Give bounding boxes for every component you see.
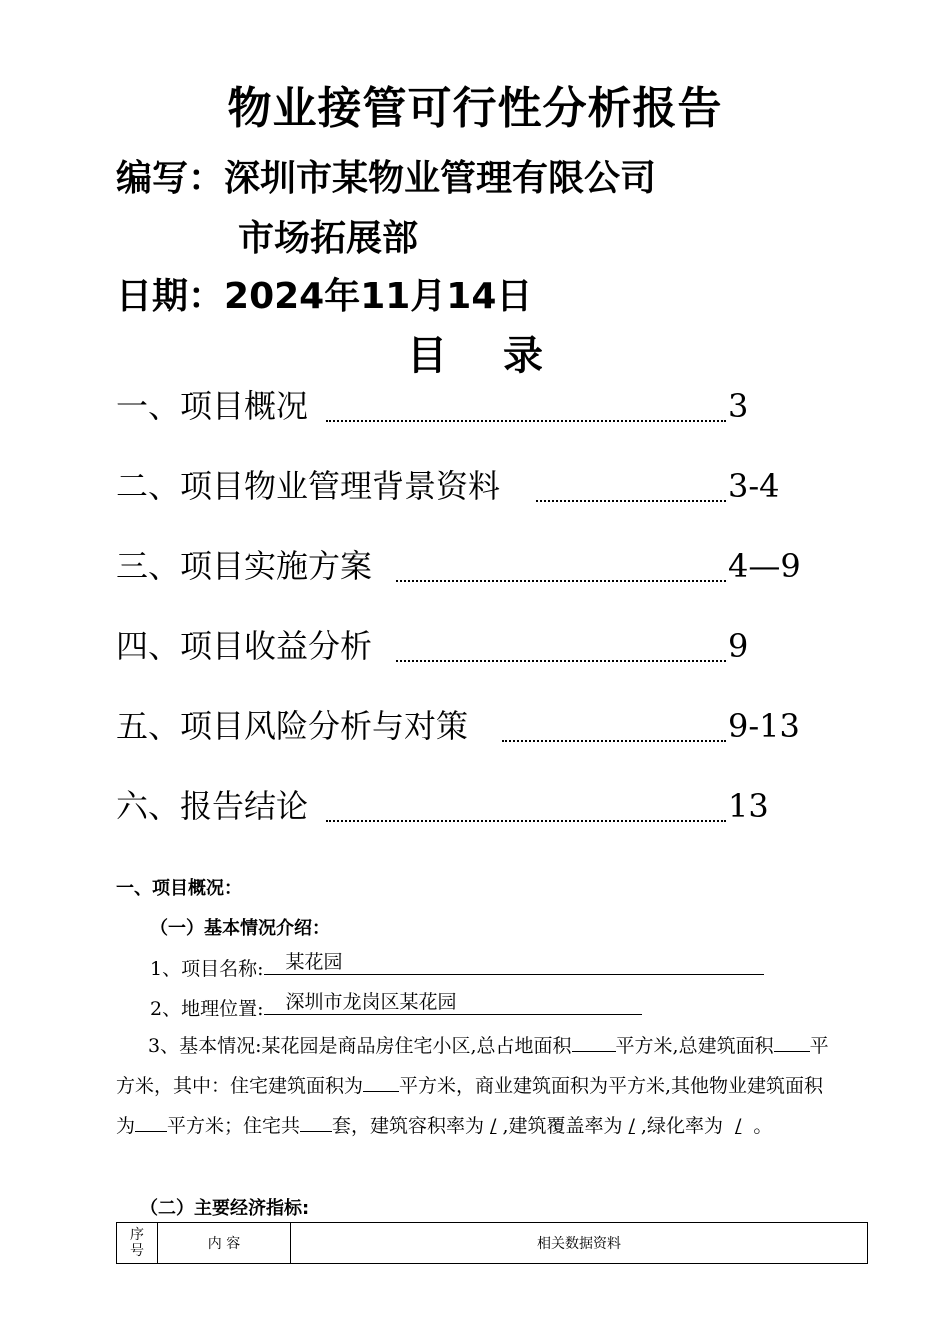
- basic-info-paragraph: [116, 1026, 838, 1146]
- toc-leader: [326, 420, 726, 422]
- toc-heading-left: 目: [407, 333, 447, 379]
- toc-leader: [396, 580, 726, 582]
- location-field: [264, 991, 642, 1015]
- table-header-row: [117, 1223, 868, 1264]
- blank-field: [572, 1031, 616, 1052]
- text-run: 平方米，其中：住宅建筑面积为: [116, 1035, 829, 1097]
- toc-item[interactable]: [116, 464, 836, 508]
- report-title: 物业接管可行性分析报告: [227, 83, 723, 134]
- toc-leader: [326, 820, 726, 822]
- subsection-heading: （一）基本情况介绍：: [150, 918, 330, 939]
- blank-field: [774, 1031, 810, 1052]
- toc-leader: [536, 500, 726, 502]
- table-header-cell: [117, 1223, 158, 1264]
- toc-leader: [502, 740, 726, 742]
- text-run: 平方米；住宅共: [167, 1115, 301, 1137]
- toc-item-label: 三、项目实施方案: [116, 547, 373, 585]
- text-run: 平方米,总建筑面积: [615, 1035, 774, 1057]
- location-line: [150, 991, 642, 1021]
- toc-item[interactable]: [116, 704, 836, 748]
- project-name-line: [150, 951, 764, 981]
- blank-field: [135, 1111, 167, 1132]
- text-run: 平方米，商业建筑面积为平方米,其他物业建筑面积为: [116, 1075, 824, 1137]
- text-run: ,绿化率为: [640, 1115, 723, 1137]
- toc-item-page: 3-4: [728, 467, 780, 505]
- economic-indicators-table: [116, 1222, 868, 1264]
- date-label: 日期：: [116, 276, 225, 317]
- location-value: 深圳市龙岗区某花园: [285, 991, 457, 1013]
- blank-field: [300, 1111, 332, 1132]
- ratio-value: /: [490, 1115, 497, 1137]
- seq-header: 序号: [130, 1227, 144, 1259]
- table-header-cell: 相关数据资料: [291, 1223, 868, 1264]
- toc-item-label: 四、项目收益分析: [116, 627, 373, 665]
- toc-item-page: 9-13: [728, 707, 800, 745]
- text-run: ,建筑覆盖率为: [502, 1115, 623, 1137]
- toc-item[interactable]: [116, 384, 836, 428]
- ratio-value: /: [628, 1115, 635, 1137]
- blank-field: [363, 1071, 399, 1092]
- author-label: 编写：: [116, 158, 225, 199]
- toc-heading-right: 录: [503, 333, 543, 379]
- table-header-cell: 内 容: [158, 1223, 291, 1264]
- toc-item-label: 二、项目物业管理背景资料: [116, 467, 501, 505]
- toc-heading: [0, 324, 950, 381]
- text-run: 3、基本情况:某花园是商品房住宅小区,总占地面积: [148, 1035, 572, 1057]
- location-label: 2、地理位置:: [150, 998, 264, 1020]
- toc-item-label: 一、项目概况: [116, 387, 309, 425]
- project-name-label: 1、项目名称:: [150, 958, 264, 980]
- author-line: [116, 150, 656, 201]
- subsection-heading: （二）主要经济指标:: [140, 1198, 310, 1219]
- toc-item[interactable]: [116, 784, 836, 828]
- toc-item-page: 9: [728, 627, 749, 665]
- project-name-field: [264, 951, 764, 975]
- toc-item-label: 六、报告结论: [116, 787, 309, 825]
- toc-item-page: 13: [728, 787, 769, 825]
- text-run: 。: [753, 1115, 773, 1137]
- date-value: 2024年11月14日: [224, 276, 533, 317]
- toc-item[interactable]: [116, 624, 836, 668]
- ratio-value: /: [734, 1115, 742, 1137]
- toc-leader: [396, 660, 726, 662]
- date-line: [116, 268, 532, 319]
- project-name-value: 某花园: [285, 951, 343, 973]
- section-heading: 一、项目概况：: [116, 878, 242, 899]
- toc-item-page: 4—9: [728, 547, 801, 585]
- toc-item[interactable]: [116, 544, 836, 588]
- author-dept: 市场拓展部: [238, 218, 419, 259]
- text-run: 套，建筑容积率为: [332, 1115, 485, 1137]
- author-company: 深圳市某物业管理有限公司: [224, 158, 657, 199]
- toc-item-label: 五、项目风险分析与对策: [116, 707, 469, 745]
- toc-item-page: 3: [728, 387, 749, 425]
